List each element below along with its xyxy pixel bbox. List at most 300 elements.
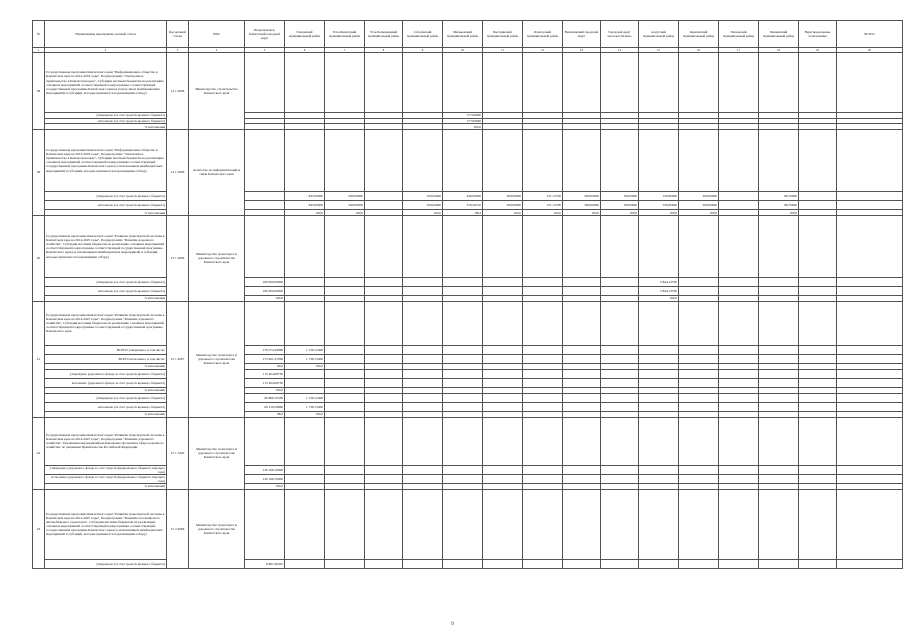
value-cell <box>285 369 325 378</box>
value-cell <box>443 369 483 378</box>
value-cell <box>443 215 483 277</box>
value-cell: 115 404,08730 <box>245 378 285 387</box>
value-cell <box>443 345 483 354</box>
value-cell <box>523 393 563 402</box>
value-cell <box>403 345 443 354</box>
value-cell <box>837 53 903 113</box>
value-cell <box>245 301 285 345</box>
value-cell <box>719 378 759 387</box>
value-cell <box>563 402 601 411</box>
value-cell <box>639 474 679 483</box>
value-cell <box>601 393 639 402</box>
column-number: 3 <box>167 48 189 53</box>
value-cell <box>719 53 759 113</box>
value-cell <box>679 393 719 402</box>
page-number: 9 <box>451 622 454 627</box>
value-cell <box>799 201 837 210</box>
value-cell <box>365 277 403 286</box>
value-cell: 100,0 <box>285 210 325 216</box>
value-cell: 100,0 <box>639 296 679 302</box>
value-cell <box>325 489 365 559</box>
value-cell <box>523 287 563 296</box>
value-cell: 86,70000 <box>759 191 799 200</box>
value-cell <box>639 301 679 345</box>
column-header: Пенжинский муниципальный район <box>759 21 799 48</box>
value-cell <box>483 287 523 296</box>
value-cell <box>483 215 523 277</box>
program-name: Государственная программа Камчатского края "Развитие транспортной системы в Камчатском крае на 2014-2025 годы", Подпрограмма "Развитие пассажирского автомобильного транспорта", Субсидии местным бюджетам на реализацию основных мероприятий соответствующей подпрограммы соответствующей государственной программы Камчатского края (за исключением межбюджетных мероприятий и субсидий, которые признаются подлежащими отбору) <box>45 489 167 559</box>
target-code: 15 1 4096 <box>167 215 189 301</box>
row-number: 41 <box>33 301 45 417</box>
column-number: 16 <box>679 48 719 53</box>
value-cell <box>443 287 483 296</box>
grbs-name: Министерство транспорта и дорожного строительства Камчатского края <box>189 489 245 568</box>
column-header: Усть-Большерецкий муниципальный район <box>365 21 403 48</box>
value-cell: 690,00000 <box>563 201 601 210</box>
value-cell <box>719 465 759 474</box>
value-cell <box>639 465 679 474</box>
value-cell <box>403 474 443 483</box>
value-cell <box>365 201 403 210</box>
indicator-name: исполнено (дорожного фонда за счет средств федерального бюджета текущего года) <box>45 474 167 483</box>
value-cell <box>799 287 837 296</box>
column-number: 17 <box>719 48 759 53</box>
value-cell <box>403 215 443 277</box>
indicator-row <box>33 393 903 402</box>
value-cell <box>601 369 639 378</box>
indicator-row <box>33 402 903 411</box>
column-number: 11 <box>483 48 523 53</box>
value-cell <box>601 489 639 559</box>
indicator-name: % исполнения <box>45 364 167 370</box>
indicator-name: исполнено (за счет средств краевого бюджета) <box>45 118 167 124</box>
value-cell <box>483 355 523 364</box>
program-row <box>33 215 903 277</box>
value-cell <box>483 559 523 568</box>
value-cell <box>325 345 365 354</box>
value-cell <box>679 277 719 286</box>
value-cell: 177,00000 <box>443 118 483 124</box>
indicator-row <box>33 378 903 387</box>
value-cell <box>563 345 601 354</box>
value-cell <box>639 215 679 277</box>
value-cell <box>799 191 837 200</box>
value-cell <box>799 559 837 568</box>
value-cell <box>639 489 679 559</box>
value-cell: 500,00000 <box>483 201 523 210</box>
value-cell <box>719 129 759 191</box>
value-cell: 100,0 <box>245 484 285 490</box>
value-cell <box>403 287 443 296</box>
value-cell <box>285 277 325 286</box>
column-number: 19 <box>799 48 837 53</box>
value-cell <box>601 215 639 277</box>
indicator-name: утверждено (за счет средств краевого бюджета) <box>45 393 167 402</box>
indicator-row <box>33 559 903 568</box>
value-cell <box>679 378 719 387</box>
value-cell <box>639 355 679 364</box>
value-cell <box>639 129 679 191</box>
value-cell <box>483 345 523 354</box>
value-cell <box>837 393 903 402</box>
indicator-name: исполнено (за счет средств краевого бюджета) <box>45 402 167 411</box>
value-cell <box>523 355 563 364</box>
value-cell: 426,00000 <box>443 191 483 200</box>
value-cell <box>443 301 483 345</box>
value-cell <box>719 417 759 465</box>
value-cell <box>483 277 523 286</box>
value-cell: 120 166,70000 <box>245 465 285 474</box>
grbs-name: Министерство строительства Камчатского края <box>189 53 245 130</box>
value-cell: 86,70000 <box>759 201 799 210</box>
indicator-name: ВСЕГО исполнено, в том числе: <box>45 355 167 364</box>
value-cell <box>759 277 799 286</box>
value-cell <box>719 474 759 483</box>
value-cell <box>325 129 365 191</box>
column-number: 6 <box>285 48 325 53</box>
value-cell: 98,9 <box>245 412 285 418</box>
column-number: 10 <box>443 48 483 53</box>
value-cell <box>837 277 903 286</box>
value-cell <box>443 465 483 474</box>
value-cell <box>443 402 483 411</box>
value-cell <box>799 215 837 277</box>
value-cell <box>365 129 403 191</box>
program-name: Государственная программа Камчатского края "Развитие транспортной системы в Камчатском крае на 2014-2025 годы", Подпрограмма "Развитие дорожного хозяйства", Реализация мероприятий региональных программ в сфере дорожного хозяйства, по решениям Правительства Российской Федерации <box>45 417 167 465</box>
value-cell: 260,00000 <box>679 191 719 200</box>
value-cell: 690,00000 <box>563 191 601 200</box>
value-cell: 845,00000 <box>285 201 325 210</box>
value-cell: 1 736,72400 <box>285 402 325 411</box>
row-number: 39 <box>33 129 45 215</box>
value-cell <box>759 378 799 387</box>
indicator-name: исполнено (за счет средств краевого бюджета) <box>45 287 167 296</box>
value-cell <box>325 355 365 364</box>
value-cell <box>443 129 483 191</box>
program-row <box>33 489 903 559</box>
value-cell <box>523 417 563 465</box>
value-cell <box>679 417 719 465</box>
value-cell: 320,64000 <box>403 191 443 200</box>
value-cell <box>837 301 903 345</box>
value-cell <box>325 559 365 568</box>
value-cell <box>285 489 325 559</box>
value-cell <box>759 402 799 411</box>
value-cell <box>403 301 443 345</box>
report-sheet <box>32 20 880 569</box>
value-cell <box>639 345 679 354</box>
value-cell: 260,00000 <box>679 201 719 210</box>
value-cell <box>285 215 325 277</box>
grbs-name: Агентство по информатизации и связи Камчатского края <box>189 129 245 215</box>
indicator-name: утверждено (дорожного фонда за счет средств федерального бюджета текущего года) <box>45 465 167 474</box>
value-cell: 100,0 <box>245 388 285 394</box>
value-cell <box>365 301 403 345</box>
value-cell <box>601 402 639 411</box>
value-cell <box>523 378 563 387</box>
value-cell <box>563 465 601 474</box>
value-cell <box>679 53 719 113</box>
value-cell <box>365 191 403 200</box>
column-header: Олюторский муниципальный район <box>523 21 563 48</box>
value-cell <box>523 369 563 378</box>
value-cell <box>365 559 403 568</box>
value-cell <box>443 393 483 402</box>
value-cell <box>563 53 601 113</box>
value-cell <box>245 215 285 277</box>
value-cell <box>799 402 837 411</box>
value-cell <box>563 559 601 568</box>
value-cell <box>563 489 601 559</box>
value-cell <box>523 215 563 277</box>
indicator-row <box>33 369 903 378</box>
indicator-row <box>33 191 903 200</box>
value-cell: 100,0 <box>601 210 639 216</box>
value-cell: 320,64000 <box>403 201 443 210</box>
value-cell <box>601 417 639 465</box>
value-cell <box>403 355 443 364</box>
value-cell <box>483 378 523 387</box>
target-code: 15 2 4096 <box>167 489 189 568</box>
value-cell <box>679 287 719 296</box>
value-cell <box>679 369 719 378</box>
indicator-name: % исполнения <box>45 124 167 130</box>
value-cell <box>523 559 563 568</box>
value-cell <box>601 53 639 113</box>
value-cell <box>759 53 799 113</box>
value-cell <box>601 345 639 354</box>
value-cell <box>443 53 483 113</box>
value-cell <box>325 402 365 411</box>
table-body <box>33 53 903 569</box>
value-cell: 100,0 <box>443 124 483 130</box>
value-cell <box>563 369 601 378</box>
value-cell: 100,0 <box>563 210 601 216</box>
indicator-name: % исполнения <box>45 296 167 302</box>
value-cell <box>799 417 837 465</box>
value-cell <box>679 559 719 568</box>
program-row <box>33 417 903 465</box>
value-cell: 100 000,00000 <box>245 277 285 286</box>
indicator-name: утверждено (за счет средств краевого бюджета) <box>45 277 167 286</box>
value-cell <box>365 465 403 474</box>
value-cell <box>285 53 325 113</box>
value-cell <box>523 402 563 411</box>
value-cell <box>483 53 523 113</box>
value-cell: 177,00000 <box>443 113 483 119</box>
value-cell <box>365 345 403 354</box>
value-cell <box>483 417 523 465</box>
value-cell: 100,0 <box>639 210 679 216</box>
value-cell: 88,4 <box>443 210 483 216</box>
value-cell <box>365 402 403 411</box>
value-cell <box>799 369 837 378</box>
value-cell: 100,0 <box>483 210 523 216</box>
row-number: 38 <box>33 53 45 130</box>
value-cell <box>365 369 403 378</box>
value-cell <box>285 287 325 296</box>
value-cell <box>325 53 365 113</box>
value-cell <box>563 129 601 191</box>
value-cell: 640,00000 <box>325 191 365 200</box>
value-cell: 100,0 <box>759 210 799 216</box>
value-cell <box>759 393 799 402</box>
column-header: Петропавловск-Камчатский городской округ <box>245 21 285 48</box>
value-cell <box>403 378 443 387</box>
value-cell: 1 736,72400 <box>285 345 325 354</box>
value-cell <box>601 277 639 286</box>
indicator-name: % исполнения <box>45 388 167 394</box>
program-name: Государственная программа Камчатского края "Развитие транспортной системы в Камчатском крае на 2014-2025 годы", Подпрограмма "Развитие дорожного хозяйства", Субсидии местным бюджетам на реализацию основных мероприятий соответствующей подпрограммы соответствующей государственной программы Камчатского края (за исключением межбюджетных мероприятий и субсидий, которые признаются подлежащими отбору) <box>45 215 167 277</box>
value-cell <box>563 277 601 286</box>
value-cell <box>325 301 365 345</box>
value-cell: 120 166,70000 <box>245 474 285 483</box>
value-cell <box>563 417 601 465</box>
value-cell <box>483 465 523 474</box>
value-cell: 1 736,72400 <box>285 355 325 364</box>
value-cell <box>563 215 601 277</box>
indicator-name: % исполнения <box>45 484 167 490</box>
value-cell <box>837 129 903 191</box>
value-cell <box>719 287 759 296</box>
value-cell <box>365 53 403 113</box>
value-cell <box>523 129 563 191</box>
column-number: 18 <box>759 48 799 53</box>
target-code: 14 1 4096 <box>167 129 189 215</box>
value-cell <box>639 369 679 378</box>
column-header: Наименование мероприятия, целевой статьи <box>45 21 167 48</box>
indicator-name: утверждено (дорожного фонда за счет средств краевого бюджета) <box>45 369 167 378</box>
value-cell <box>679 489 719 559</box>
value-cell: 100,0 <box>285 364 325 370</box>
indicator-row <box>33 345 903 354</box>
value-cell <box>325 465 365 474</box>
budget-table <box>32 20 903 569</box>
value-cell <box>759 474 799 483</box>
value-cell <box>403 129 443 191</box>
value-cell <box>325 393 365 402</box>
value-cell <box>245 129 285 191</box>
header-row <box>33 21 903 48</box>
row-number: 40 <box>33 215 45 301</box>
grbs-name: Министерство транспорта и дорожного строительства Камчатского края <box>189 215 245 301</box>
value-cell <box>365 215 403 277</box>
value-cell <box>719 402 759 411</box>
program-name: Государственная программа Камчатского края "Информационное общество в Камчатском крае на 2014-2018 годы", Подпрограмма "Электронное правительство в Камчатском крае", Субсидии местным бюджетам на реализацию основных мероприятий соответствующей подпрограммы соответствующей государственной программы Камчатского края (в пользу иных межбюджетных мероприятий и субсидий, которые признаются подлежащими отбору) <box>45 53 167 113</box>
indicator-name: исполнено (за счет средств краевого бюджета) <box>45 201 167 210</box>
value-cell: 100,0 <box>285 412 325 418</box>
value-cell <box>365 355 403 364</box>
value-cell <box>719 355 759 364</box>
column-number: 2 <box>45 48 167 53</box>
value-cell <box>719 345 759 354</box>
value-cell <box>679 129 719 191</box>
value-cell: 100,0 <box>523 210 563 216</box>
program-row <box>33 129 903 191</box>
value-cell <box>719 215 759 277</box>
value-cell <box>601 287 639 296</box>
value-cell: 3 844,13700 <box>639 277 679 286</box>
value-cell: 80,00000 <box>601 191 639 200</box>
value-cell <box>523 53 563 113</box>
value-cell <box>563 301 601 345</box>
value-cell <box>483 489 523 559</box>
value-cell <box>639 393 679 402</box>
value-cell <box>403 417 443 465</box>
value-cell <box>799 393 837 402</box>
value-cell <box>403 489 443 559</box>
column-number: 5 <box>245 48 285 53</box>
value-cell <box>719 301 759 345</box>
value-cell <box>601 355 639 364</box>
value-cell <box>523 489 563 559</box>
value-cell <box>285 474 325 483</box>
column-number: 4 <box>189 48 245 53</box>
value-cell <box>483 301 523 345</box>
value-cell <box>601 559 639 568</box>
value-cell <box>523 277 563 286</box>
value-cell <box>837 287 903 296</box>
value-cell: 100,0 <box>245 296 285 302</box>
indicator-row <box>33 287 903 296</box>
column-number: 9 <box>403 48 443 53</box>
value-cell: 176 274,39066 <box>245 345 285 354</box>
value-cell <box>325 215 365 277</box>
value-cell <box>639 417 679 465</box>
value-cell <box>837 402 903 411</box>
indicator-name: исполнено (дорожного фонда за счет средств краевого бюджета) <box>45 378 167 387</box>
value-cell <box>245 417 285 465</box>
value-cell <box>365 393 403 402</box>
value-cell <box>285 129 325 191</box>
value-cell <box>325 287 365 296</box>
value-cell <box>601 474 639 483</box>
column-header: Городской округ «поселок Палана» <box>601 21 639 48</box>
value-cell <box>601 129 639 191</box>
column-number: 13 <box>563 48 601 53</box>
value-cell <box>245 489 285 559</box>
value-cell <box>719 201 759 210</box>
program-name: Государственная программа Камчатского края "Развитие транспортной системы в Камчатском крае на 2014-2025 годы", Подпрограмма "Развитие дорожного хозяйства", Субсидии местным бюджетам на реализацию основных мероприятий соответствующей подпрограммы соответствующей государственной программы Камчатского края <box>45 301 167 345</box>
value-cell: 80,00000 <box>601 201 639 210</box>
value-cell <box>719 191 759 200</box>
value-cell <box>563 393 601 402</box>
value-cell <box>759 345 799 354</box>
value-cell: 100 000,00000 <box>245 287 285 296</box>
indicator-row <box>33 355 903 364</box>
indicator-name: утверждено (за счет средств краевого бюджета) <box>45 559 167 568</box>
value-cell <box>799 378 837 387</box>
value-cell <box>837 465 903 474</box>
value-cell <box>365 378 403 387</box>
value-cell <box>563 474 601 483</box>
value-cell <box>245 53 285 113</box>
value-cell: 151,15700 <box>523 201 563 210</box>
indicator-name: % исполнения <box>45 412 167 418</box>
value-cell <box>679 465 719 474</box>
value-cell <box>679 402 719 411</box>
value-cell <box>325 277 365 286</box>
target-code: 15 1 4097 <box>167 301 189 417</box>
value-cell: 500,00000 <box>483 191 523 200</box>
column-header: Соболевский муниципальный район <box>403 21 443 48</box>
indicator-name: % исполнения <box>45 210 167 216</box>
value-cell: 640,00000 <box>325 201 365 210</box>
value-cell <box>759 301 799 345</box>
program-row <box>33 53 903 113</box>
column-header: Тигильский муниципальный район <box>719 21 759 48</box>
value-cell: 151,15700 <box>523 191 563 200</box>
